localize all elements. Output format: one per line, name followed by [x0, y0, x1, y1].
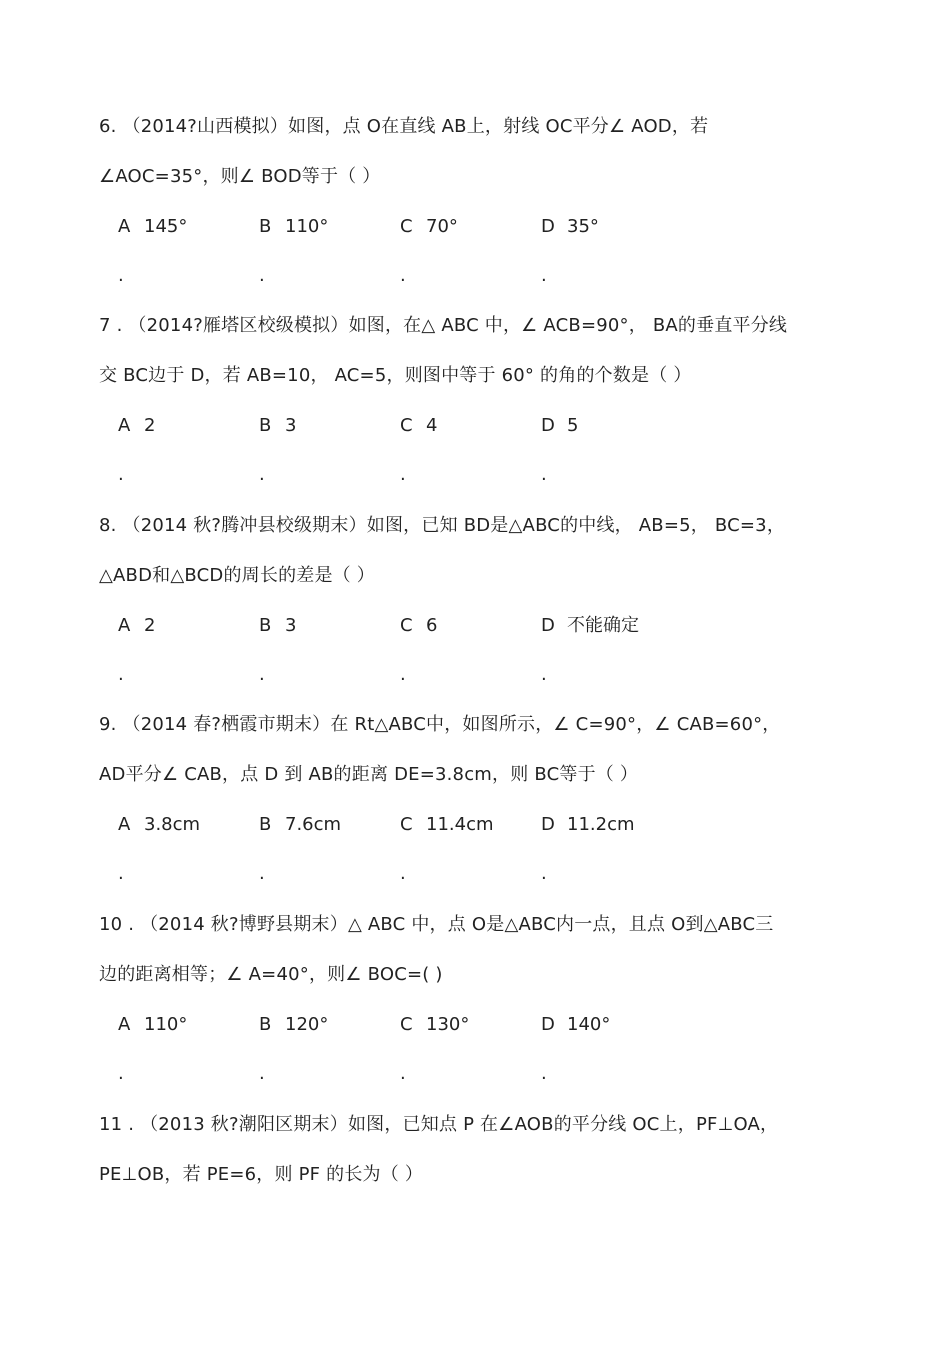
option-b: B 3 — [259, 415, 297, 436]
option-dots — [0, 665, 950, 685]
option-dot: . — [541, 265, 547, 286]
option-dots — [0, 864, 950, 884]
option-b: B 7.6cm — [259, 814, 342, 835]
answer-options — [0, 814, 950, 836]
question-stem-line-1: 9. （2014 春?栖霞市期末）在 Rt△ABC中，如图所示，∠ C=90°，∠ CAB=60°， — [99, 714, 781, 735]
option-a: A 3.8cm — [118, 814, 201, 835]
question-stem-line-2: 交 BC边于 D，若 AB=10， AC=5，则图中等于 60° 的角的个数是（ ） — [99, 365, 692, 386]
option-dot: . — [259, 1063, 265, 1084]
option-a: A 110° — [118, 1014, 188, 1035]
option-a: A 145° — [118, 216, 188, 237]
option-dot: . — [541, 863, 547, 884]
option-dots — [0, 1064, 950, 1084]
option-c: C 130° — [400, 1014, 470, 1035]
option-dot: . — [400, 664, 406, 685]
question-stem-line-2: ∠AOC=35°，则∠ BOD等于（ ） — [99, 166, 381, 187]
option-a: A 2 — [118, 415, 156, 436]
question-stem-line-1: 8. （2014 秋?腾冲县校级期末）如图，已知 BD是△ABC的中线， AB=5， BC=3， — [99, 515, 786, 536]
option-dot: . — [118, 1063, 124, 1084]
option-dot: . — [541, 1063, 547, 1084]
option-d: D 11.2cm — [541, 814, 635, 835]
answer-options — [0, 615, 950, 637]
option-d: D 不能确定 — [541, 615, 639, 636]
option-c: C 11.4cm — [400, 814, 494, 835]
option-c: C 6 — [400, 615, 438, 636]
option-dot: . — [400, 464, 406, 485]
option-dot: . — [259, 464, 265, 485]
option-d: D 35° — [541, 216, 599, 237]
option-dot: . — [118, 265, 124, 286]
option-dot: . — [400, 265, 406, 286]
option-a: A 2 — [118, 615, 156, 636]
option-dot: . — [259, 863, 265, 884]
option-b: B 110° — [259, 216, 329, 237]
question-stem-line-2: AD平分∠ CAB，点 D 到 AB的距离 DE=3.8cm，则 BC等于（ ） — [99, 764, 639, 785]
question-stem-line-1: 7 . （2014?雁塔区校级模拟）如图，在△ ABC 中，∠ ACB=90°， BA的垂直平分线 — [99, 315, 788, 336]
option-d: D 5 — [541, 415, 579, 436]
answer-options — [0, 216, 950, 238]
question-stem-line-1: 6. （2014?山西模拟）如图，点 O在直线 AB上，射线 OC平分∠ AOD，若 — [99, 116, 709, 137]
question-stem-line-1: 11 . （2013 秋?潮阳区期末）如图，已知点 P 在∠AOB的平分线 OC上，PF⊥OA， — [99, 1114, 779, 1135]
question-stem-line-2: PE⊥OB，若 PE=6，则 PF 的长为（ ） — [99, 1164, 424, 1185]
question-stem-line-2: 边的距离相等；∠ A=40°，则∠ BOC=( ) — [99, 964, 443, 985]
option-c: C 4 — [400, 415, 438, 436]
answer-options — [0, 415, 950, 437]
option-dot: . — [259, 265, 265, 286]
option-dot: . — [118, 863, 124, 884]
option-b: B 120° — [259, 1014, 329, 1035]
question-stem-line-1: 10 . （2014 秋?博野县期末）△ ABC 中，点 O是△ABC内一点，且点 O到△ABC三 — [99, 914, 774, 935]
option-dot: . — [400, 863, 406, 884]
option-dot: . — [259, 664, 265, 685]
option-dot: . — [541, 664, 547, 685]
option-dot: . — [118, 464, 124, 485]
option-c: C 70° — [400, 216, 458, 237]
option-dot: . — [118, 664, 124, 685]
option-dots — [0, 266, 950, 286]
answer-options — [0, 1014, 950, 1036]
question-stem-line-2: △ABD和△BCD的周长的差是（ ） — [99, 565, 375, 586]
option-dot: . — [400, 1063, 406, 1084]
option-d: D 140° — [541, 1014, 611, 1035]
option-b: B 3 — [259, 615, 297, 636]
option-dot: . — [541, 464, 547, 485]
option-dots — [0, 465, 950, 485]
